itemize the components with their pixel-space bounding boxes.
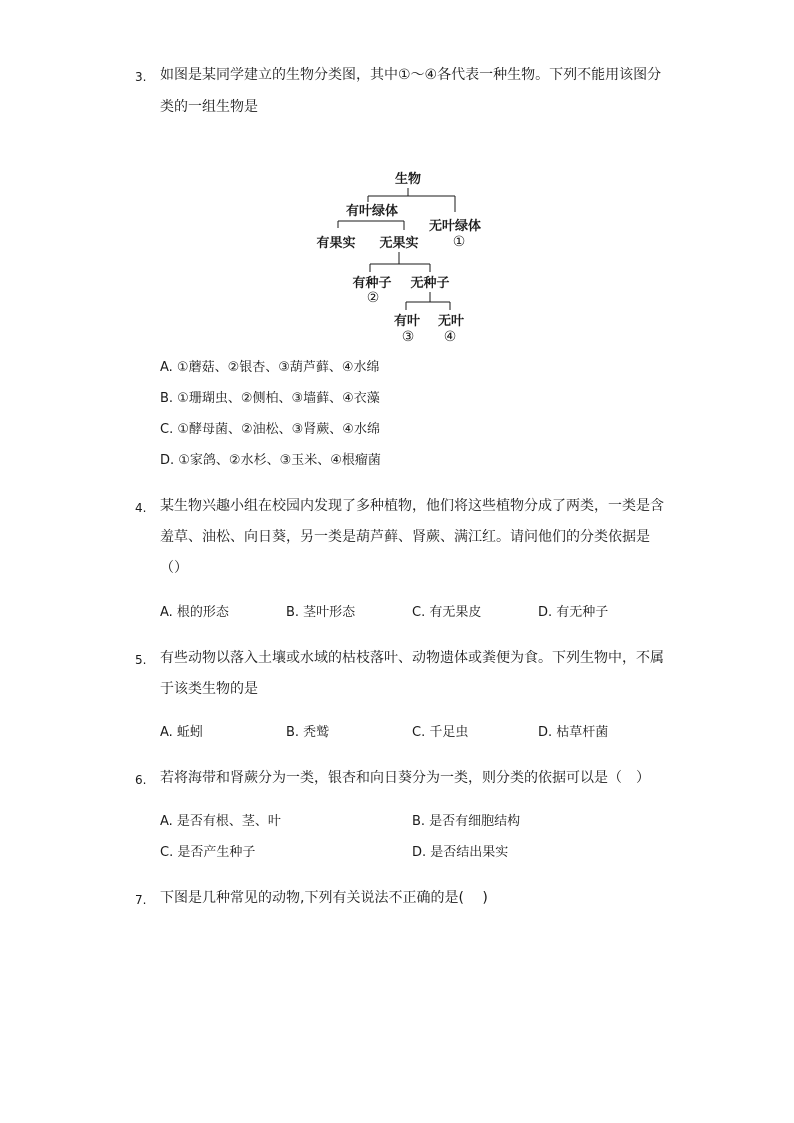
- q5-option-a[interactable]: A. 蚯蚓: [160, 725, 203, 740]
- node-has-chloroplast: 有叶绿体: [345, 204, 399, 219]
- node-no-chloroplast: 无叶绿体: [428, 219, 482, 234]
- node-has-seed: 有种子: [352, 276, 392, 291]
- q6-option-b[interactable]: B. 是否有细胞结构: [412, 814, 521, 829]
- question-5-text-line1: 有些动物以落入土壤或水域的枯枝落叶、动物遗体或粪便为食。下列生物中，不属: [160, 650, 664, 666]
- question-5-text-line2: 于该类生物的是: [160, 681, 258, 697]
- marker-1: ①: [452, 234, 466, 250]
- q4-option-d[interactable]: D. 有无种子: [538, 605, 609, 620]
- question-3-text-line2: 类的一组生物是: [160, 99, 258, 115]
- node-has-fruit: 有果实: [316, 236, 356, 251]
- marker-4: ④: [443, 329, 457, 345]
- q4-option-a[interactable]: A. 根的形态: [160, 605, 229, 620]
- node-no-seed: 无种子: [410, 276, 450, 291]
- question-4-text-line2: 羞草、油松、向日葵，另一类是葫芦藓、肾蕨、满江红。请问他们的分类依据是: [160, 529, 650, 545]
- q5-option-c[interactable]: C. 千足虫: [412, 725, 469, 740]
- q6-option-c[interactable]: C. 是否产生种子: [160, 845, 256, 860]
- question-3-number: 3.: [135, 70, 147, 84]
- q5-option-b[interactable]: B. 秃鹫: [286, 725, 330, 740]
- node-has-leaf: 有叶: [393, 314, 421, 329]
- q5-option-d[interactable]: D. 枯草杆菌: [538, 725, 609, 740]
- marker-2: ②: [366, 290, 380, 306]
- q3-option-c[interactable]: C. ①酵母菌、②油松、③肾蕨、④水绵: [160, 422, 380, 437]
- q3-option-a[interactable]: A. ①蘑菇、②银杏、③葫芦藓、④水绵: [160, 360, 380, 375]
- q4-option-b[interactable]: B. 茎叶形态: [286, 605, 356, 620]
- marker-3: ③: [401, 329, 415, 345]
- q3-option-b[interactable]: B. ①珊瑚虫、②侧柏、③墙藓、④衣藻: [160, 391, 380, 406]
- q6-option-d[interactable]: D. 是否结出果实: [412, 845, 509, 860]
- question-7-number: 7.: [135, 893, 147, 907]
- node-no-leaf: 无叶: [437, 314, 465, 329]
- q6-option-a[interactable]: A. 是否有根、茎、叶: [160, 814, 281, 829]
- question-6-number: 6.: [135, 773, 147, 787]
- question-6-text-line1: 若将海带和肾蕨分为一类，银杏和向日葵分为一类，则分类的依据可以是（ ）: [160, 770, 650, 786]
- classification-diagram: [300, 160, 500, 350]
- node-organism: 生物: [394, 172, 422, 187]
- question-4-number: 4.: [135, 501, 147, 515]
- question-5-number: 5.: [135, 653, 147, 667]
- classification-tree: [300, 160, 500, 350]
- question-3-text-line1: 如图是某同学建立的生物分类图，其中①～④各代表一种生物。下列不能用该图分: [160, 67, 662, 83]
- question-4-text-line3: （）: [160, 560, 188, 576]
- question-4-text-line1: 某生物兴趣小组在校园内发现了多种植物，他们将这些植物分成了两类，一类是含: [160, 498, 664, 514]
- q3-option-d[interactable]: D. ①家鸽、②水杉、③玉米、④根瘤菌: [160, 453, 381, 468]
- question-7-text-line1: 下图是几种常见的动物,下列有关说法不正确的是( ): [160, 890, 488, 906]
- node-no-fruit: 无果实: [379, 236, 419, 251]
- q4-option-c[interactable]: C. 有无果皮: [412, 605, 482, 620]
